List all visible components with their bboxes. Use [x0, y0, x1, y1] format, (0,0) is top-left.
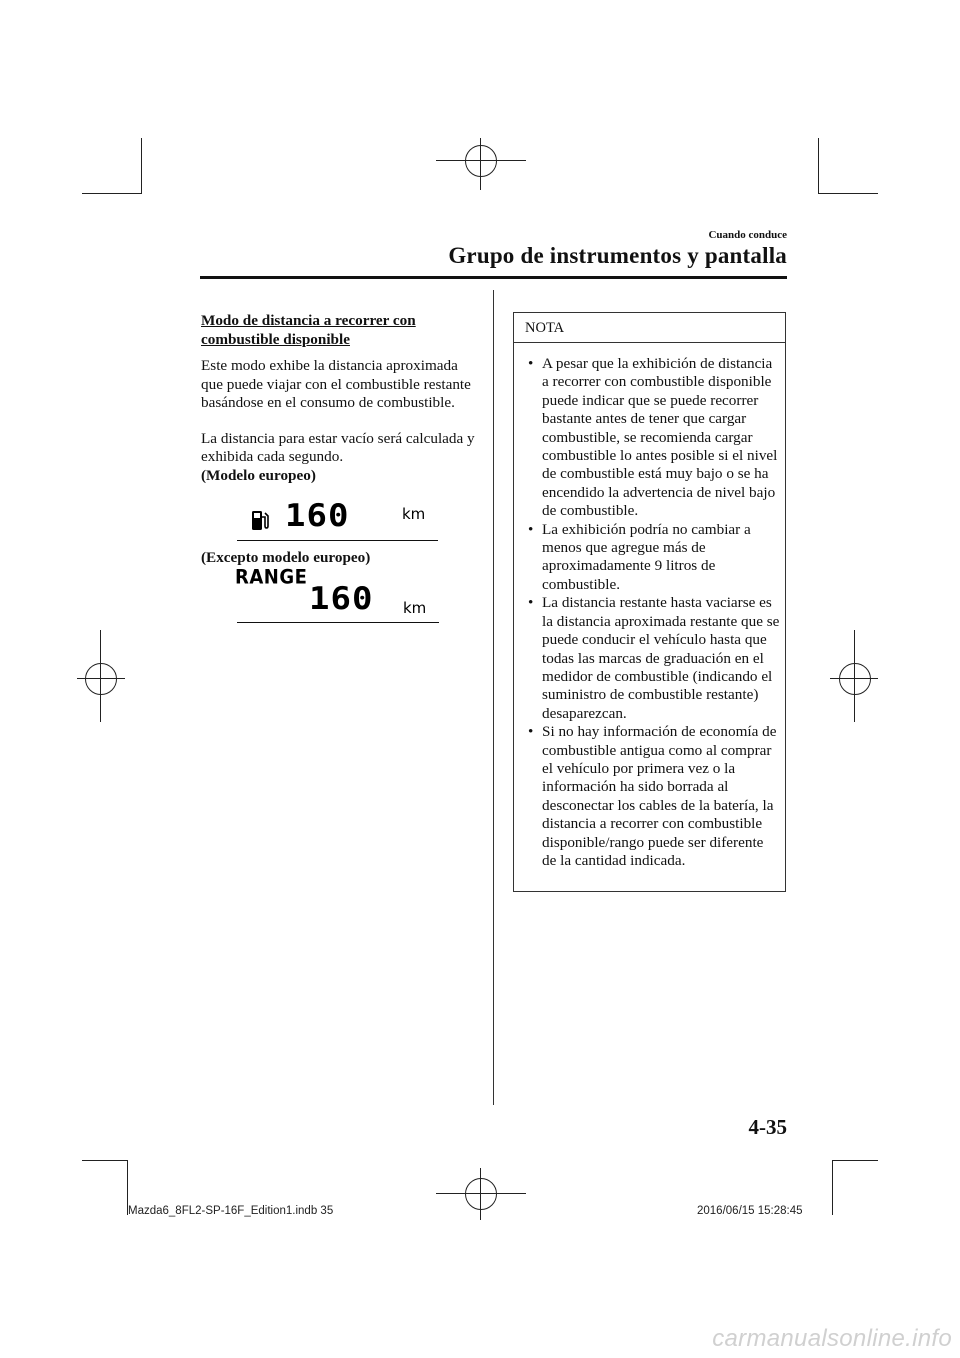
- note-item-text: La exhibición podría no cambiar a menos que agregue más de aproximadamente 9 litros de combustible.: [542, 520, 751, 593]
- bullet-icon: •: [528, 723, 534, 741]
- display-non-european: [237, 567, 439, 623]
- column-divider: [493, 290, 494, 1105]
- bullet-icon: •: [528, 520, 534, 538]
- description-paragraph: Este modo exhibe la distancia aproximada que puede viajar con el combustible restante basándose en el consumo de combustible.: [201, 357, 471, 411]
- page-title: Grupo de instrumentos y pantalla: [448, 243, 787, 268]
- list-item: [528, 723, 780, 870]
- page-number: 4-35: [748, 1115, 787, 1139]
- header-rule: [200, 276, 787, 279]
- note-item-text: Si no hay información de economía de combustible antigua como al comprar el vehículo por primera vez o la información ha sido borrada al desconectar los cables de la batería, la distancia a recorrer con combustible disponible/rango puede ser diferente de la cantidad indicada.: [542, 723, 777, 869]
- note-item-text: La distancia restante hasta vaciarse es la distancia aproximada restante que se puede conducir el vehículo hasta que todas las marcas de graduación en el medidor de combustible (indicando el suministro de combustible restante) desaparezcan.: [542, 594, 780, 722]
- left-column: [201, 312, 476, 485]
- section-label: Cuando conduce: [708, 229, 787, 241]
- bullet-icon: •: [528, 594, 534, 612]
- unit-label: km: [403, 599, 427, 617]
- watermark: carmanualsonline.info: [712, 1325, 952, 1352]
- bullet-icon: •: [528, 355, 534, 372]
- list-item: [528, 355, 780, 521]
- display-european: [237, 497, 438, 541]
- note-box: [513, 312, 786, 892]
- footer-timestamp: 2016/06/15 15:28:45: [697, 1205, 803, 1217]
- section-heading: [201, 312, 476, 349]
- list-item: [528, 594, 780, 723]
- note-list: [528, 355, 780, 870]
- range-value: 160: [285, 497, 350, 535]
- model-eu-label: (Modelo europeo): [201, 466, 316, 484]
- range-label: RANGE: [235, 565, 308, 590]
- range-value: 160: [309, 580, 374, 618]
- update-paragraph: La distancia para estar vacío será calculada y exhibida cada segundo.: [201, 429, 475, 465]
- model-non-eu-label: (Excepto modelo europeo): [201, 549, 371, 566]
- list-item: [528, 521, 780, 595]
- section-heading-line1: Modo de distancia a recorrer con: [201, 312, 416, 329]
- fuel-pump-icon: [251, 508, 269, 537]
- note-header: [514, 313, 785, 343]
- note-item-text: A pesar que la exhibición de distancia a recorrer con combustible disponible puede indicar que se puede recorrer bastante antes de tener que cargar combustible, se recomienda cargar combustible lo antes posible si el nivel de combustible está muy bajo o se ha encendido la advertencia de nivel bajo de combustible.: [542, 355, 778, 520]
- footer-filename: Mazda6_8FL2-SP-16F_Edition1.indb 35: [128, 1205, 334, 1217]
- unit-label: km: [402, 505, 426, 523]
- note-title: NOTA: [525, 320, 565, 336]
- section-heading-line2: combustible disponible: [201, 330, 350, 348]
